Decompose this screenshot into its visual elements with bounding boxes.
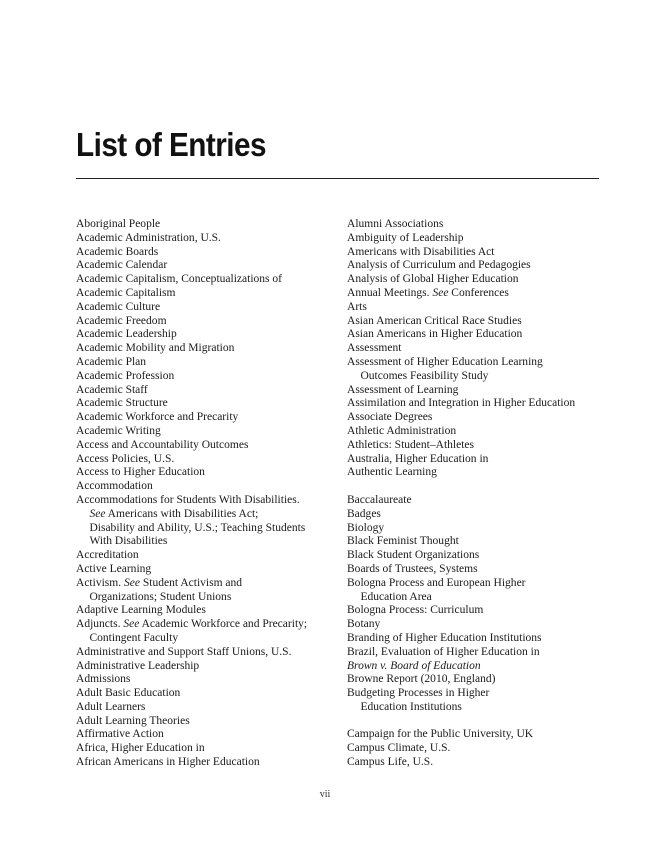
- entry: Black Student Organizations: [347, 547, 480, 562]
- entry: Academic Structure: [76, 395, 168, 410]
- entry: Campaign for the Public University, UK: [347, 726, 534, 741]
- entry: Academic Writing: [76, 422, 161, 437]
- entry: Bologna Process and European Higher: [347, 574, 526, 589]
- entry: Academic Profession: [76, 367, 175, 382]
- entry: Americans with Disabilities Act: [347, 243, 495, 258]
- entry: Access and Accountability Outcomes: [76, 436, 249, 451]
- entry: Academic Calendar: [76, 257, 168, 272]
- entry: Asian American Critical Race Studies: [347, 312, 522, 327]
- entry: Adjuncts. See Academic Workforce and Precarity;: [76, 616, 308, 631]
- entry: Browne Report (2010, England): [347, 671, 496, 686]
- entry: Academic Administration, U.S.: [76, 229, 221, 244]
- entry: Academic Capitalism: [76, 284, 176, 299]
- entry: Badges: [347, 505, 381, 520]
- letter-group-gap: [347, 479, 607, 493]
- entry: Adult Learning Theories: [76, 712, 190, 727]
- entry: Campus Life, U.S.: [347, 754, 434, 769]
- entry: Arts: [347, 298, 367, 313]
- entry: Authentic Learning: [347, 464, 437, 479]
- entry: Black Feminist Thought: [347, 533, 459, 548]
- entry-continuation: With Disabilities: [89, 533, 168, 548]
- entry: Australia, Higher Education in: [347, 450, 489, 465]
- entry: Academic Boards: [76, 243, 159, 258]
- entry: Academic Culture: [76, 298, 161, 313]
- entry: Branding of Higher Education Institutions: [347, 629, 542, 644]
- entry: Annual Meetings. See Conferences: [347, 284, 509, 299]
- entry-continuation: Organizations; Student Unions: [89, 588, 232, 603]
- entry: Accommodations for Students With Disabilities.: [76, 491, 300, 506]
- entry: Athletics: Student–Athletes: [347, 436, 475, 451]
- entry: Academic Workforce and Precarity: [76, 409, 239, 424]
- entry: Brazil, Evaluation of Higher Education in: [347, 643, 540, 658]
- entry: Academic Mobility and Migration: [76, 340, 235, 355]
- entry: Boards of Trustees, Systems: [347, 560, 478, 575]
- entry: Activism. See Student Activism and: [76, 574, 243, 589]
- entry: Biology: [347, 519, 385, 534]
- page-number: vii: [319, 789, 331, 800]
- entry: Academic Capitalism, Conceptualizations of: [76, 271, 283, 286]
- entry: Affirmative Action: [76, 726, 164, 741]
- entry: Assessment: [347, 340, 402, 355]
- entries-column-left: [76, 217, 338, 769]
- entry: Africa, Higher Education in: [76, 740, 205, 755]
- entry: Associate Degrees: [347, 409, 433, 424]
- entry: Accommodation: [76, 478, 153, 493]
- entry-continuation: Outcomes Feasibility Study: [360, 367, 489, 382]
- entry: Alumni Associations: [347, 216, 444, 230]
- entry: Analysis of Global Higher Education: [347, 271, 519, 286]
- letter-group-gap: [347, 714, 607, 728]
- entry-continuation: Disability and Ability, U.S.; Teaching Students: [89, 519, 306, 534]
- entry: Admissions: [76, 671, 131, 686]
- entry: Academic Freedom: [76, 312, 167, 327]
- entry: Academic Plan: [76, 353, 147, 368]
- entry: Asian Americans in Higher Education: [347, 326, 523, 341]
- title-rule: [76, 178, 599, 179]
- entry: Adaptive Learning Modules: [76, 602, 206, 617]
- entry: Academic Leadership: [76, 326, 177, 341]
- entry: Budgeting Processes in Higher: [347, 685, 490, 700]
- entry: Adult Learners: [76, 698, 146, 713]
- entry: Athletic Administration: [347, 422, 457, 437]
- entry-continuation: Contingent Faculty: [89, 629, 179, 644]
- entry: Botany: [347, 616, 381, 631]
- entries-column-right: [347, 217, 607, 769]
- entry: African Americans in Higher Education: [76, 754, 260, 769]
- entry: Access to Higher Education: [76, 464, 205, 479]
- entry: Bologna Process: Curriculum: [347, 602, 484, 617]
- entry: Accreditation: [76, 547, 139, 562]
- entry: Administrative Leadership: [76, 657, 200, 672]
- entry: Ambiguity of Leadership: [347, 229, 464, 244]
- entry-continuation: Education Institutions: [360, 698, 462, 713]
- entry: Administrative and Support Staff Unions, U.S.: [76, 643, 292, 658]
- entry-continuation: Education Area: [360, 588, 432, 603]
- entry: Baccalaureate: [347, 491, 412, 506]
- entry: Campus Climate, U.S.: [347, 740, 451, 755]
- entry: Assessment of Higher Education Learning: [347, 353, 543, 368]
- entry-continuation: See Americans with Disabilities Act;: [89, 505, 259, 520]
- entry: Assimilation and Integration in Higher Education: [347, 395, 576, 410]
- entry: Aboriginal People: [76, 216, 161, 230]
- entry: Analysis of Curriculum and Pedagogies: [347, 257, 531, 272]
- page-title: List of Entries: [76, 126, 266, 163]
- entry: Active Learning: [76, 560, 152, 575]
- entry: Brown v. Board of Education: [347, 657, 481, 672]
- entry: Assessment of Learning: [347, 381, 459, 396]
- entry: Academic Staff: [76, 381, 148, 396]
- entry: Access Policies, U.S.: [76, 450, 175, 465]
- entry: Adult Basic Education: [76, 685, 181, 700]
